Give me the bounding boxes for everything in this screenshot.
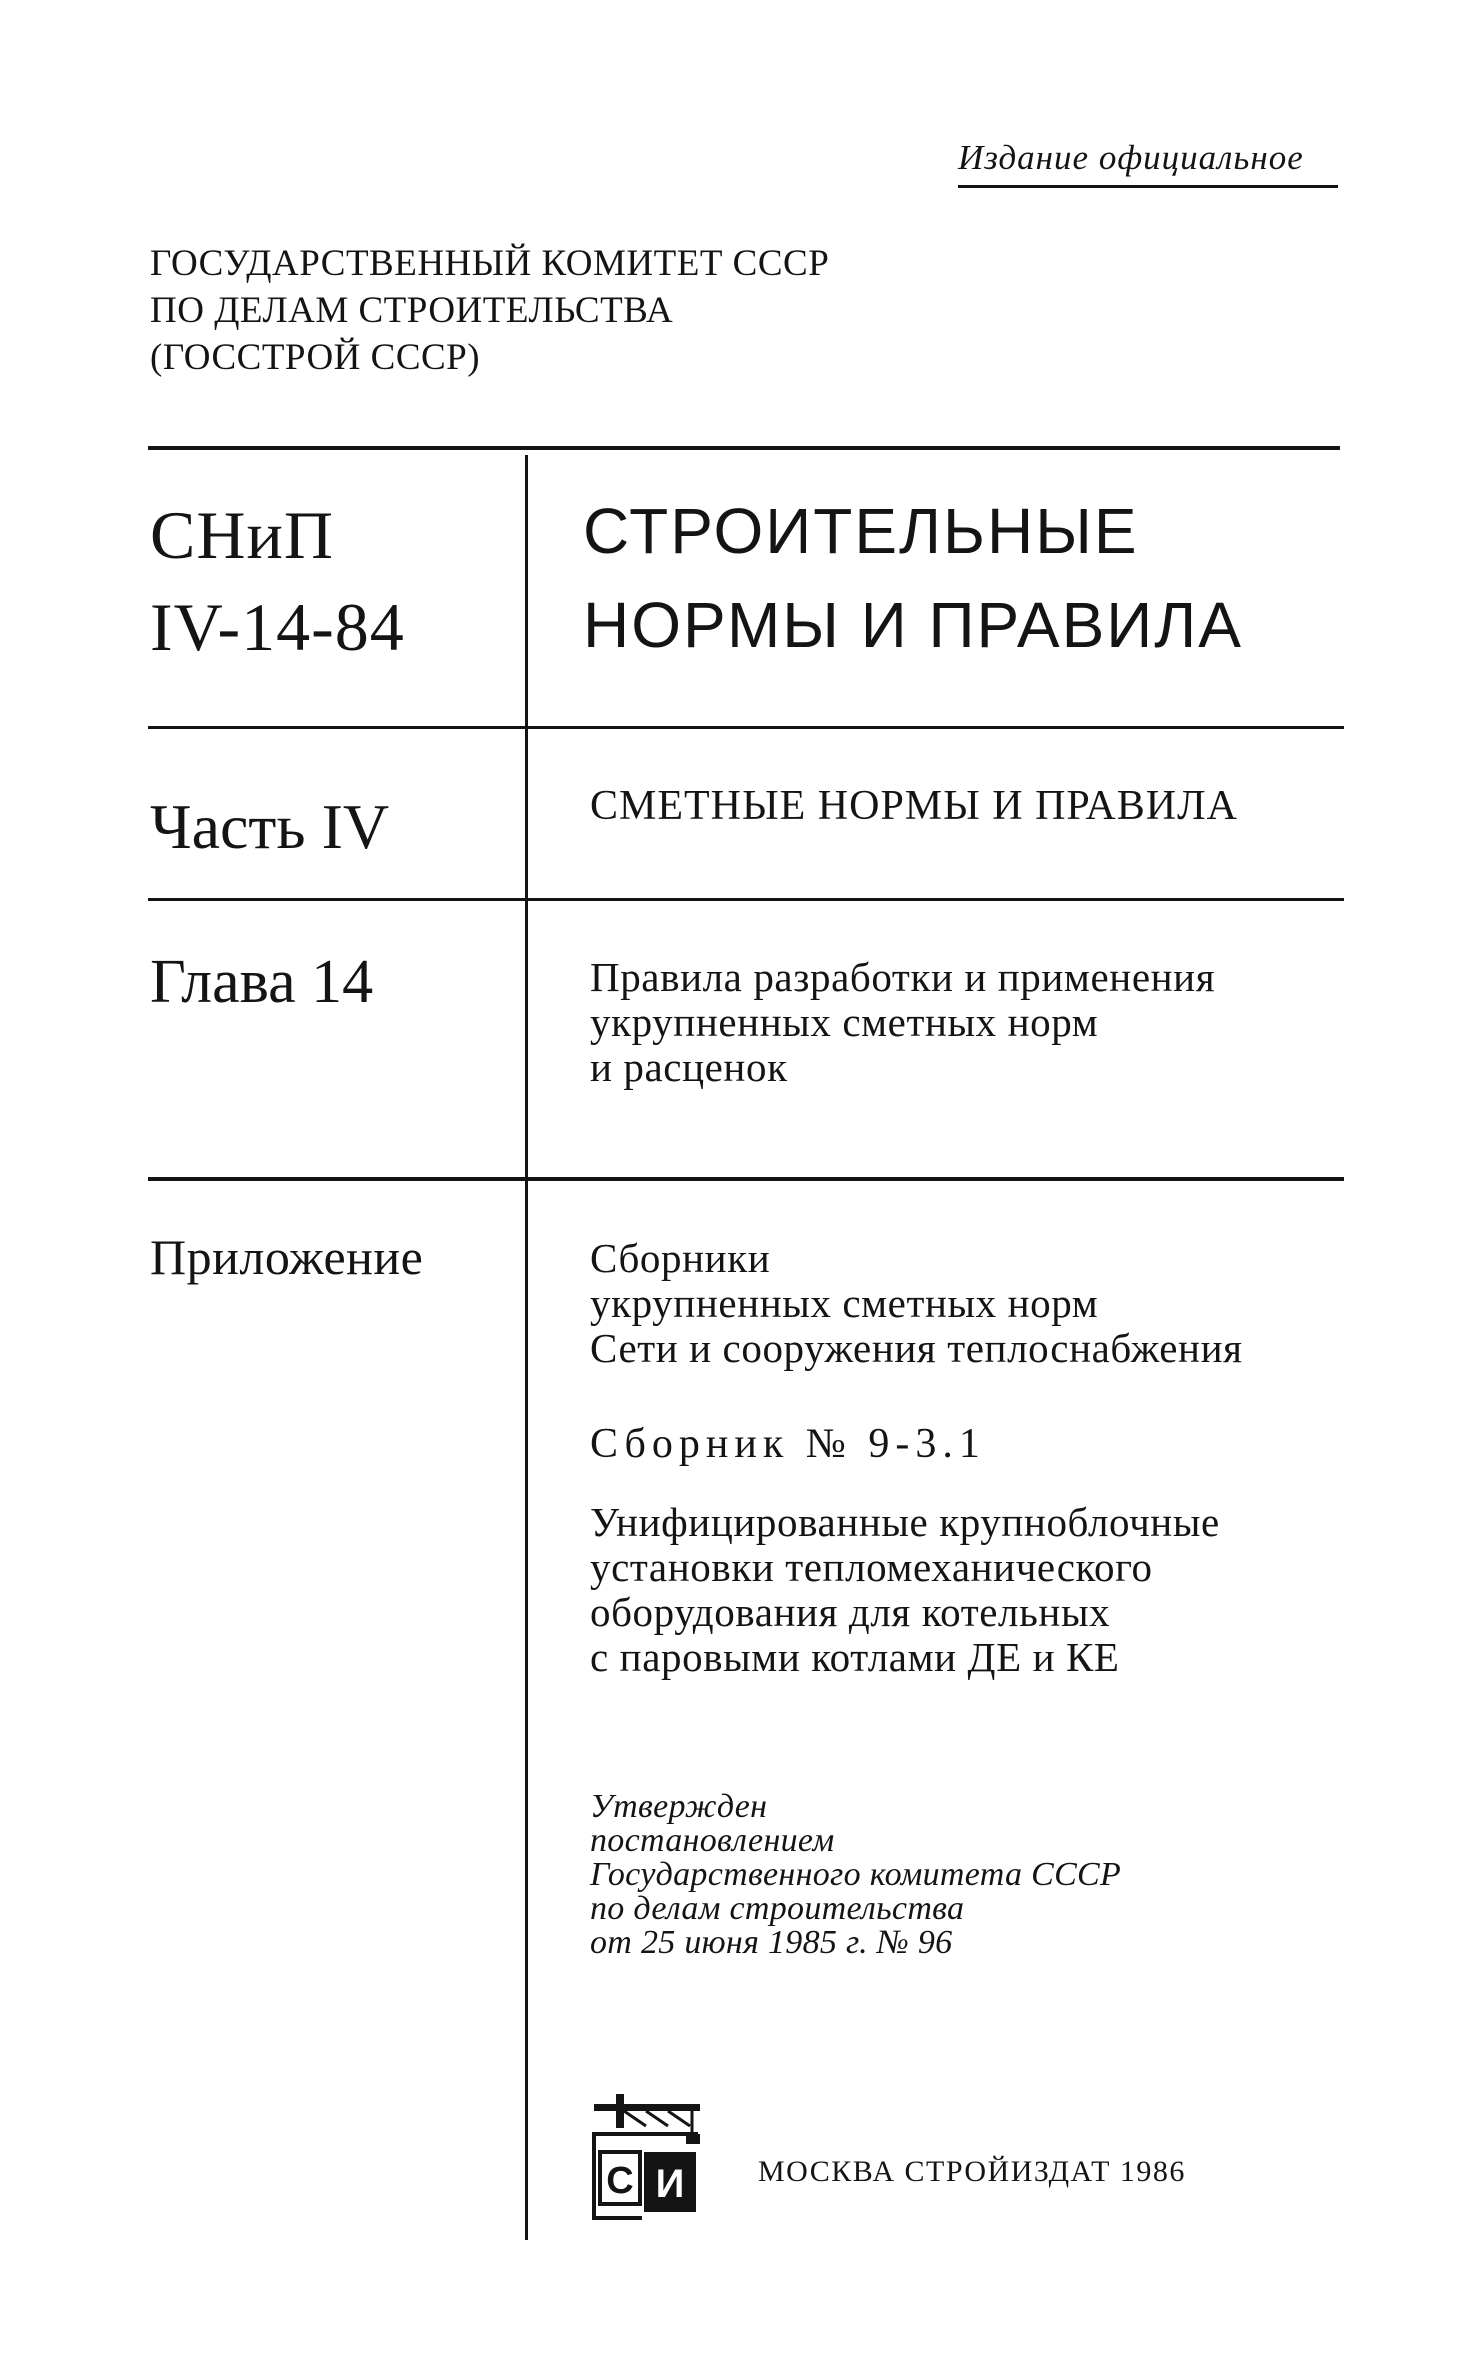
approval-line: постановлением [590,1822,835,1859]
chapter-title-line: Правила разработки и применения [590,954,1216,1000]
organization-block [150,240,829,381]
logo-letter-s: С [606,2160,634,2202]
chapter-title-line: укрупненных сметных норм [590,999,1099,1045]
document-number: IV-14-84 [150,589,405,665]
document-title-line: СТРОИТЕЛЬНЫЕ [583,495,1139,567]
chapter-title-line: и расценок [590,1044,788,1090]
collection-description [590,1500,1220,1680]
organization-line: ПО ДЕЛАМ СТРОИТЕЛЬСТВА [150,290,674,331]
document-code: СНиП [150,497,334,573]
column-divider [525,455,528,2240]
collection-title [590,1236,1243,1371]
collection-number: Сборник № 9-3.1 [590,1421,986,1467]
chapter-top-rule [148,898,1344,901]
edition-underline [958,185,1338,188]
organization-line: (ГОССТРОЙ СССР) [150,337,481,378]
approval-line: по делам строительства [590,1890,965,1927]
collection-title-line: Сети и сооружения теплоснабжения [590,1325,1243,1371]
approval-line: Утвержден [590,1788,768,1825]
publisher-imprint: МОСКВА СТРОЙИЗДАТ 1986 [758,2155,1186,2188]
part-top-rule [148,726,1344,729]
header-top-rule [148,446,1340,450]
collection-description-line: оборудования для котельных [590,1589,1111,1635]
collection-title-line: Сборники [590,1235,771,1281]
part-title: СМЕТНЫЕ НОРМЫ И ПРАВИЛА [590,783,1238,829]
collection-description-line: Унифицированные крупноблочные [590,1499,1220,1545]
document-title-line: НОРМЫ И ПРАВИЛА [583,589,1243,661]
organization-line: ГОСУДАРСТВЕННЫЙ КОМИТЕТ СССР [150,243,830,284]
collection-title-line: укрупненных сметных норм [590,1280,1099,1326]
collection-description-line: с паровыми котлами ДЕ и КЕ [590,1634,1120,1680]
part-label: Часть IV [150,791,390,862]
appendix-label: Приложение [150,1229,424,1285]
chapter-title [590,955,1215,1090]
edition-note: Издание официальное [958,138,1304,177]
approval-note [590,1790,1121,1960]
chapter-label: Глава 14 [150,948,374,1016]
approval-line: от 25 июня 1985 г. № 96 [590,1924,953,1961]
collection-description-line: установки тепломеханического [590,1544,1153,1590]
appendix-top-rule [148,1177,1344,1181]
publisher-logo-icon [588,2094,706,2222]
approval-line: Государственного комитета СССР [590,1856,1122,1893]
logo-letter-i: И [655,2162,685,2206]
